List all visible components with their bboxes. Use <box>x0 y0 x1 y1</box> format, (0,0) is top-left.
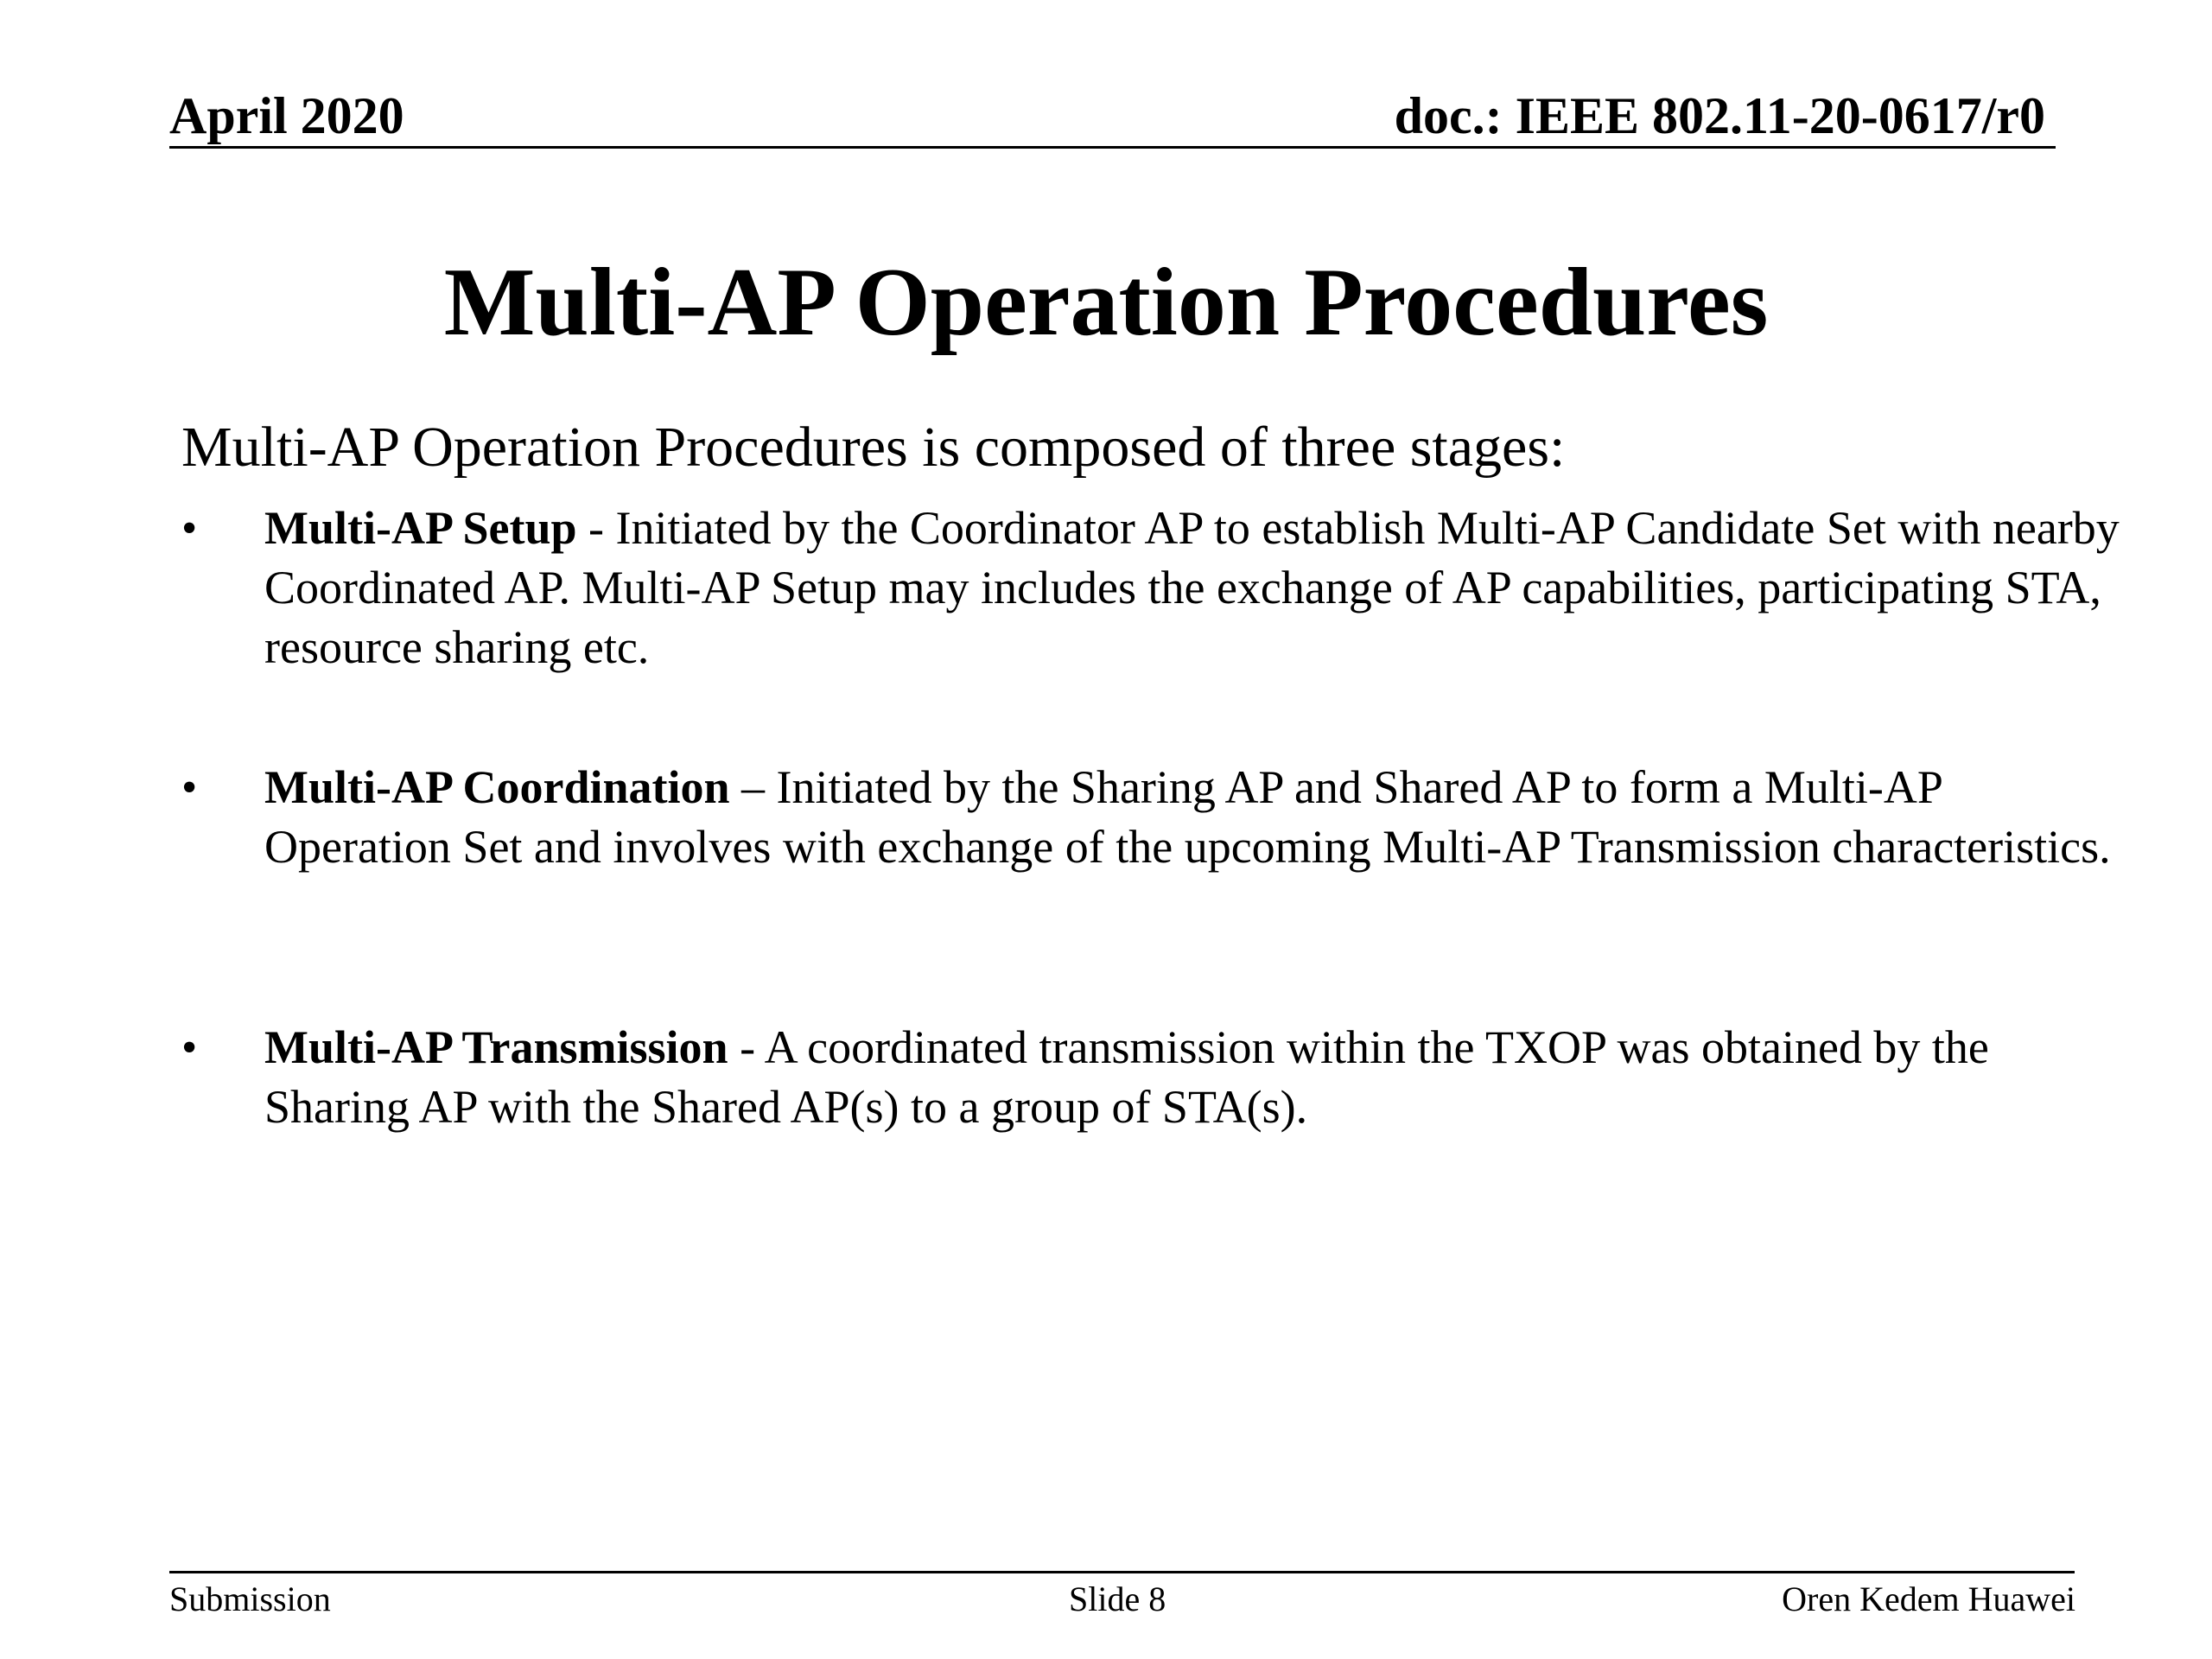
bullet-heading: Multi-AP Transmission <box>264 1021 728 1073</box>
bullet-body: – Initiated by the Sharing AP and Shared AP to form a Multi-AP Operation Set and involves with exchange of the upcoming Multi-AP Transmission characteristics. <box>264 761 2111 873</box>
header-divider <box>169 146 2056 149</box>
bullet-marker: • <box>181 763 198 812</box>
bullet-marker: • <box>181 504 198 553</box>
bullet-heading: Multi-AP Setup <box>264 502 577 554</box>
header-document-id: doc.: IEEE 802.11-20-0617/r0 <box>1394 87 2045 144</box>
bullet-text <box>264 499 2131 677</box>
bullet-heading: Multi-AP Coordination <box>264 761 730 813</box>
footer-slide-number: Slide 8 <box>1069 1580 1166 1618</box>
bullet-text <box>264 758 2131 877</box>
intro-text: Multi-AP Operation Procedures is composed of three stages: <box>181 416 1566 479</box>
footer-divider <box>169 1571 2075 1573</box>
header-date: April 2020 <box>169 87 404 144</box>
slide-header <box>169 83 2056 149</box>
slide-title: Multi-AP Operation Procedures <box>443 249 1769 356</box>
bullet-marker: • <box>181 1023 198 1072</box>
bullet-text <box>264 1018 2131 1137</box>
bullet-body: - Initiated by the Coordinator AP to establish Multi-AP Candidate Set with nearby Coordinated AP. Multi-AP Setup may includes the exchange of AP capabilities, participating STA, resource sharing etc. <box>264 502 2120 673</box>
footer-author: Oren Kedem Huawei <box>1782 1580 2075 1618</box>
footer-submission: Submission <box>169 1580 331 1618</box>
bullet-body: - A coordinated transmission within the TXOP was obtained by the Sharing AP with the Shared AP(s) to a group of STA(s). <box>264 1021 1989 1133</box>
